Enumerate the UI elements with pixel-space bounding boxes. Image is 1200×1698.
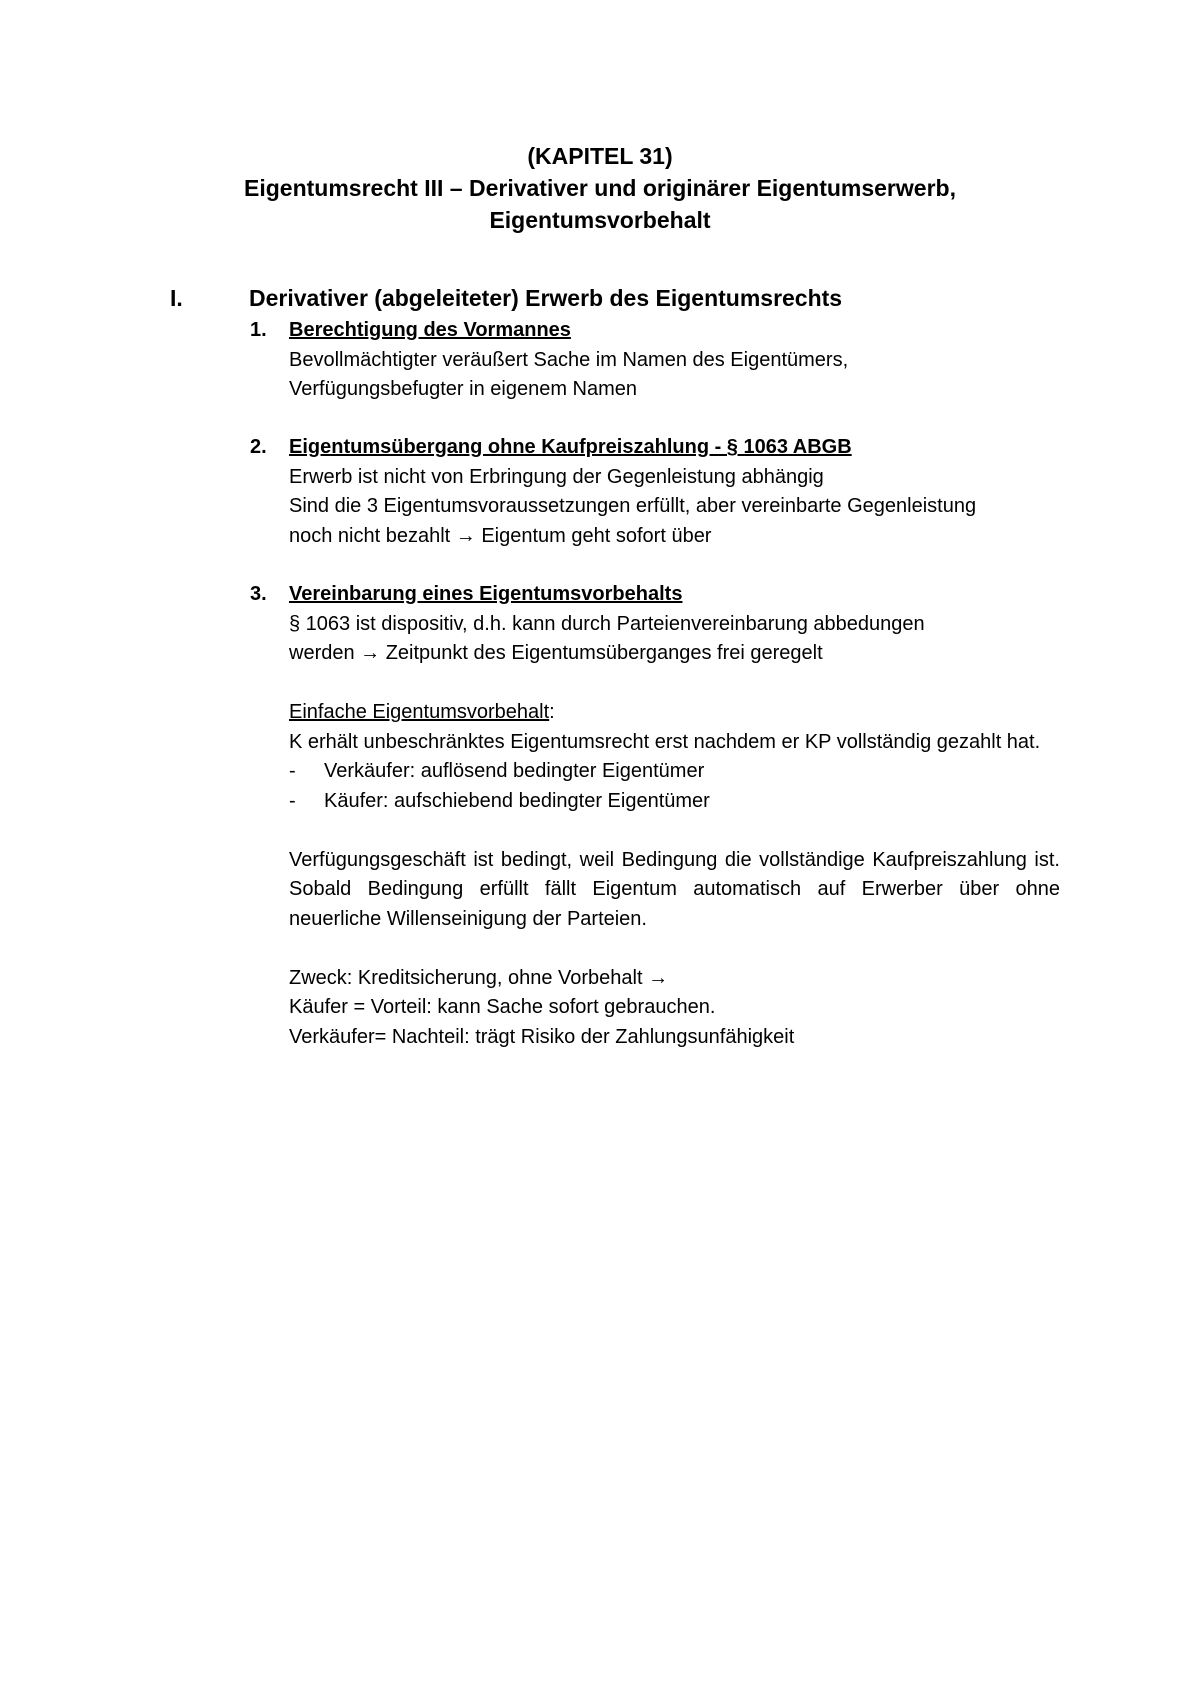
section-heading [170,283,842,313]
item-2-line-2: Sind die 3 Eigentumsvoraussetzungen erfüllt, aber vereinbarte Gegenleistung [289,495,977,517]
item-3-line-2: werden → Zeitpunkt des Eigentumsüberganges frei geregelt [289,642,823,664]
item-2-line-1: Erwerb ist nicht von Erbringung der Gegenleistung abhängig [289,465,824,488]
item-3-number: 3. [250,583,267,605]
item-2-title: Eigentumsübergang ohne Kaufpreiszahlung - § 1063 ABGB [289,436,852,458]
bullet-item [289,787,1060,817]
section-title: Derivativer (abgeleiteter) Erwerb des Eigentumsrechts [249,285,843,311]
bullet-marker: - [289,789,296,812]
simple-reservation-colon: : [549,701,555,723]
purpose-line-1: Zweck: Kreditsicherung, ohne Vorbehalt → [289,966,669,989]
bullet-item [289,757,1060,787]
item-2-heading [250,433,1060,463]
item-2-line-3: noch nicht bezahlt → Eigentum geht sofort über [289,524,712,547]
condition-paragraph: Verfügungsgeschäft ist bedingt, weil Bedingung die vollständige Kaufpreiszahlung ist. Sobald Bedingung erfüllt fällt Eigentum automatisch auf Erwerber über ohne neuerliche Willenseinigung der Parteien. [289,848,1060,930]
item-1-number: 1. [250,319,267,341]
item-3-heading [250,580,1060,610]
title-line-2: Eigentumsvorbehalt [489,207,711,233]
item-1-line-1: Bevollmächtigter veräußert Sache im Namen des Eigentümers, [289,348,849,371]
purpose-line-3: Verkäufer= Nachteil: trägt Risiko der Zahlungsunfähigkeit [289,1025,795,1048]
item-2-number: 2. [250,436,267,458]
simple-reservation-text: K erhält unbeschränktes Eigentumsrecht erst nachdem er KP vollständig gezahlt hat. [289,730,1041,753]
item-2 [250,433,1060,551]
item-1-heading [250,316,1060,346]
item-3-line-1: § 1063 ist dispositiv, d.h. kann durch Parteienvereinbarung abbedungen [289,612,925,635]
purpose-line-2: Käufer = Vorteil: kann Sache sofort gebrauchen. [289,996,716,1018]
item-3 [250,580,1060,1052]
item-1 [250,316,1060,405]
simple-reservation-label [289,698,1060,728]
document-title [0,140,1200,236]
simple-reservation-label-text: Einfache Eigentumsvorbehalt [289,701,550,723]
item-1-line-2: Verfügungsbefugter in eigenem Namen [289,378,638,400]
item-1-title: Berechtigung des Vormannes [289,319,571,341]
bullet-text: Käufer: aufschiebend bedingter Eigentümer [324,789,710,812]
title-line-1: Eigentumsrecht III – Derivativer und originärer Eigentumserwerb, [244,175,956,201]
section-number: I. [170,285,183,311]
bullet-marker: - [289,760,296,782]
chapter-label: (KAPITEL 31) [527,143,673,169]
bullet-text: Verkäufer: auflösend bedingter Eigentümer [324,760,705,782]
item-3-title: Vereinbarung eines Eigentumsvorbehalts [289,583,683,605]
